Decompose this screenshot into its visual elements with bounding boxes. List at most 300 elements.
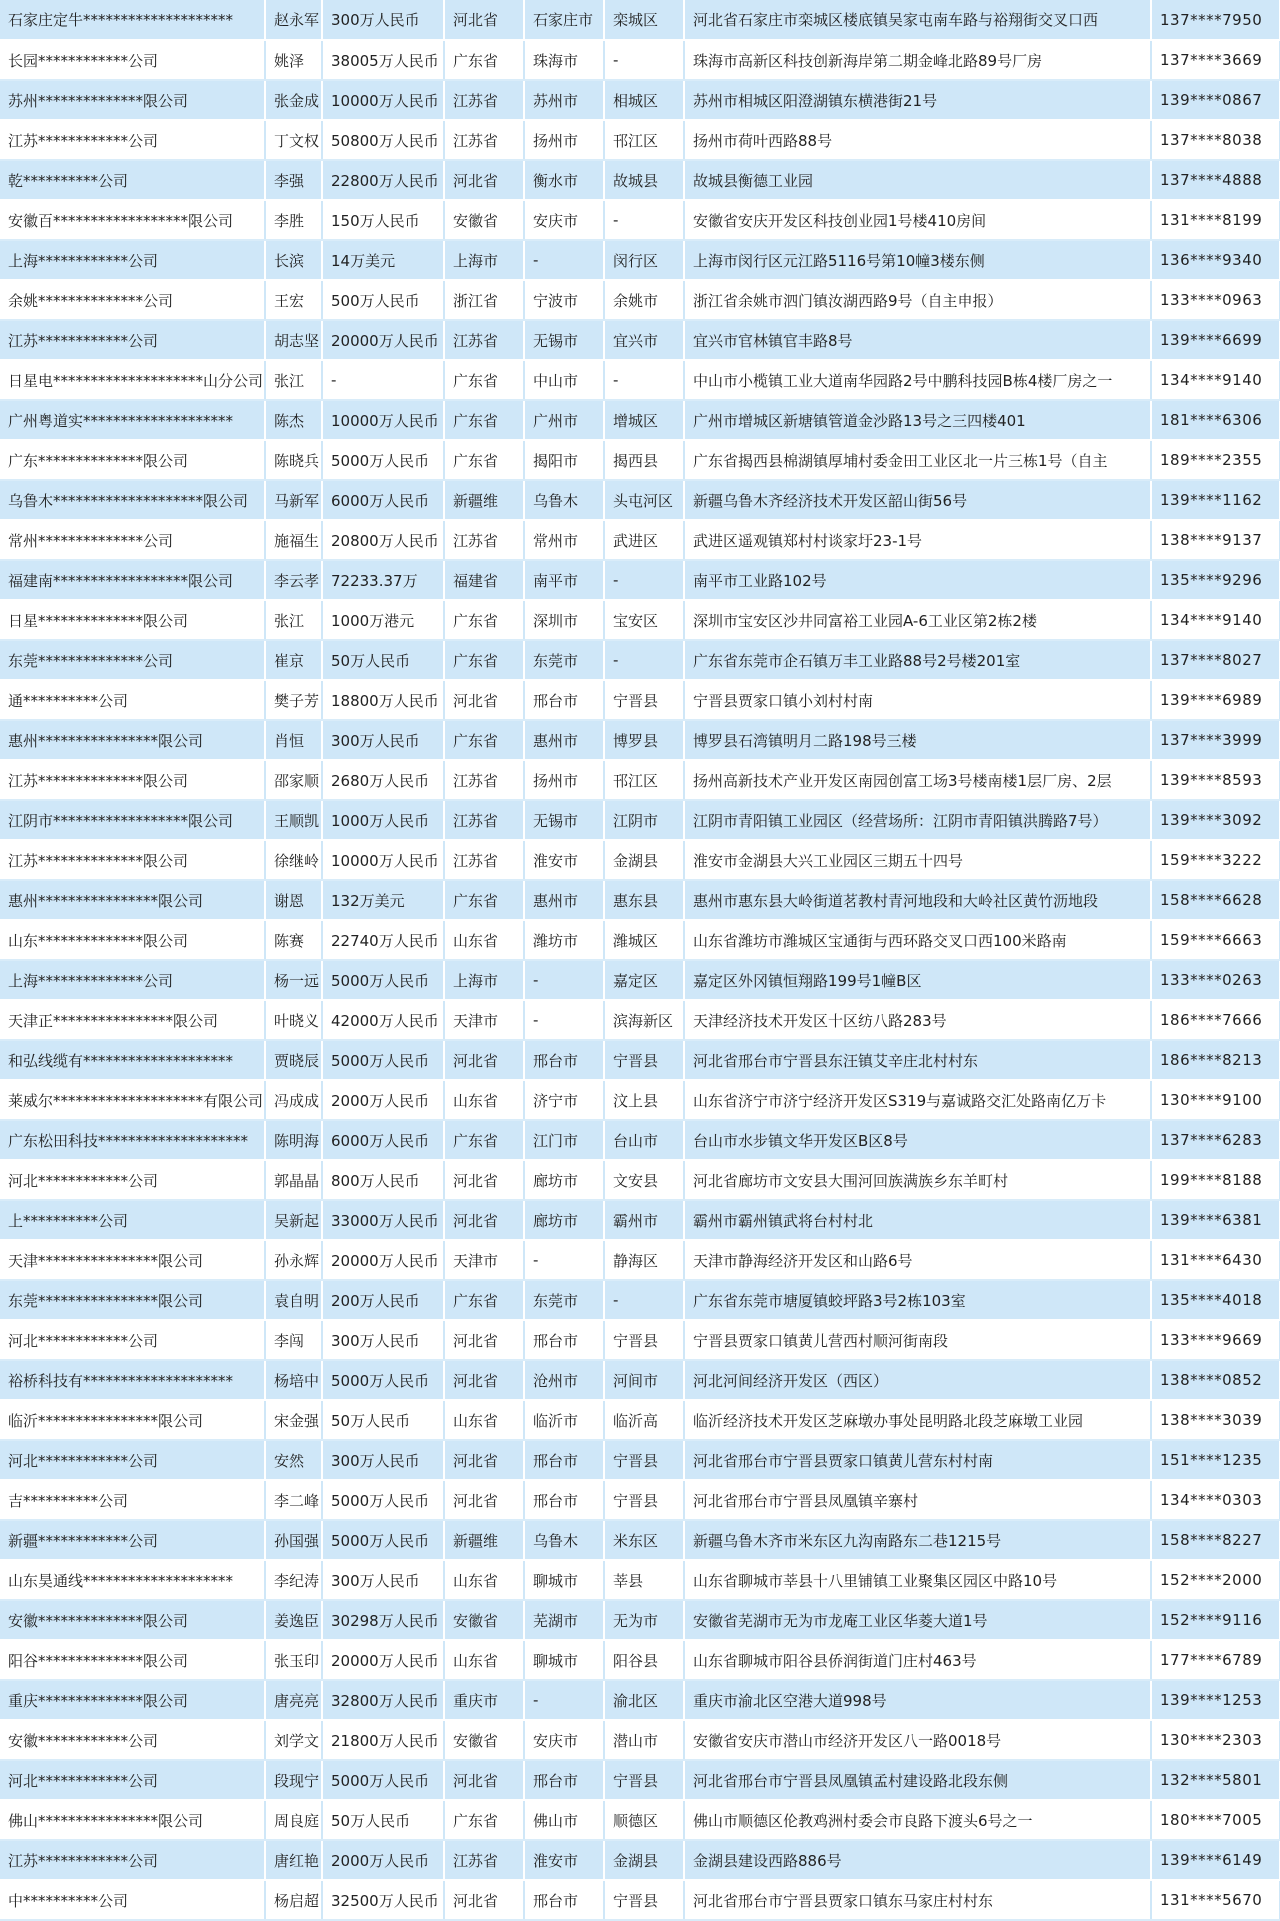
company-name-cell: 新疆************公司 [0,1520,265,1560]
table-row [0,1040,1280,1080]
city-cell: 邢台市 [524,1880,604,1920]
contact-cell: 叶晓义 [265,1000,322,1040]
city-cell: 深圳市 [524,600,604,640]
contact-cell: 刘学文 [265,1720,322,1760]
contact-cell: 徐继岭 [265,840,322,880]
province-cell: 河北省 [444,1440,524,1480]
province-cell: 新疆维 [444,480,524,520]
table-row [0,160,1280,200]
table-row [0,360,1280,400]
capital-cell: 50万人民币 [322,1800,444,1840]
phone-cell: 139****6989 [1151,680,1280,720]
province-cell: 上海市 [444,240,524,280]
district-cell: 临沂高 [604,1400,684,1440]
table-row [0,1600,1280,1640]
contact-cell: 胡志坚 [265,320,322,360]
address-cell: 山东省潍坊市潍城区宝通街与西环路交叉口西100米路南 [684,920,1151,960]
company-name-cell: 河北************公司 [0,1320,265,1360]
contact-cell: 周良庭 [265,1800,322,1840]
address-cell: 新疆乌鲁木齐市米东区九沟南路东二巷1215号 [684,1520,1151,1560]
capital-cell: 5000万人民币 [322,1360,444,1400]
city-cell: 衡水市 [524,160,604,200]
capital-cell: 300万人民币 [322,1560,444,1600]
table-row [0,760,1280,800]
city-cell: 中山市 [524,360,604,400]
contact-cell: 长滨 [265,240,322,280]
district-cell: 台山市 [604,1120,684,1160]
capital-cell: 30298万人民币 [322,1600,444,1640]
province-cell: 浙江省 [444,280,524,320]
district-cell: 顺德区 [604,1800,684,1840]
contact-cell: 丁文权 [265,120,322,160]
company-name-cell: 广东**************限公司 [0,440,265,480]
phone-cell: 181****6306 [1151,400,1280,440]
phone-cell: 186****7666 [1151,1000,1280,1040]
district-cell: 宁晋县 [604,1320,684,1360]
contact-cell: 李闯 [265,1320,322,1360]
address-cell: 河北省邢台市宁晋县凤凰镇孟村建设路北段东侧 [684,1760,1151,1800]
province-cell: 河北省 [444,1360,524,1400]
table-row [0,400,1280,440]
table-row [0,920,1280,960]
city-cell: 聊城市 [524,1640,604,1680]
phone-cell: 158****6628 [1151,880,1280,920]
address-cell: 临沂经济技术开发区芝麻墩办事处昆明路北段芝麻墩工业园 [684,1400,1151,1440]
company-name-cell: 常州**************公司 [0,520,265,560]
address-cell: 河北省邢台市宁晋县东汪镇艾辛庄北村村东 [684,1040,1151,1080]
address-cell: 扬州高新技术产业开发区南园创富工场3号楼南楼1层厂房、2层 [684,760,1151,800]
capital-cell: 5000万人民币 [322,1480,444,1520]
city-cell: 广州市 [524,400,604,440]
address-cell: 淮安市金湖县大兴工业园区三期五十四号 [684,840,1151,880]
city-cell: 江门市 [524,1120,604,1160]
address-cell: 新疆乌鲁木齐经济技术开发区韶山街56号 [684,480,1151,520]
table-row [0,0,1280,40]
city-cell: 廊坊市 [524,1160,604,1200]
table-row [0,1240,1280,1280]
address-cell: 佛山市顺德区伦教鸡洲村委会市良路下渡头6号之一 [684,1800,1151,1840]
district-cell: 余姚市 [604,280,684,320]
address-cell: 扬州市荷叶西路88号 [684,120,1151,160]
city-cell: 聊城市 [524,1560,604,1600]
province-cell: 江苏省 [444,80,524,120]
phone-cell: 138****0852 [1151,1360,1280,1400]
table-row [0,1520,1280,1560]
phone-cell: 138****9137 [1151,520,1280,560]
capital-cell: 50万人民币 [322,1400,444,1440]
address-cell: 博罗县石湾镇明月二路198号三楼 [684,720,1151,760]
city-cell: 济宁市 [524,1080,604,1120]
contact-cell: 吴新起 [265,1200,322,1240]
contact-cell: 袁自明 [265,1280,322,1320]
phone-cell: 139****6381 [1151,1200,1280,1240]
phone-cell: 189****2355 [1151,440,1280,480]
table-row [0,1480,1280,1520]
phone-cell: 131****6430 [1151,1240,1280,1280]
address-cell: 武进区遥观镇郑村村谈家圩23-1号 [684,520,1151,560]
phone-cell: 139****0867 [1151,80,1280,120]
table-row [0,1080,1280,1120]
district-cell: 栾城区 [604,0,684,40]
city-cell: 芜湖市 [524,1600,604,1640]
province-cell: 山东省 [444,1640,524,1680]
contact-cell: 唐红艳 [265,1840,322,1880]
phone-cell: 180****7005 [1151,1800,1280,1840]
district-cell: 无为市 [604,1600,684,1640]
contact-cell: 张金成 [265,80,322,120]
company-name-cell: 天津正****************限公司 [0,1000,265,1040]
city-cell: 邢台市 [524,1440,604,1480]
company-name-cell: 广州粤道实******************** [0,400,265,440]
address-cell: 苏州市相城区阳澄湖镇东横港街21号 [684,80,1151,120]
city-cell: 石家庄市 [524,0,604,40]
district-cell: 宝安区 [604,600,684,640]
company-name-cell: 江阴市******************限公司 [0,800,265,840]
city-cell: 安庆市 [524,1720,604,1760]
district-cell: - [604,200,684,240]
address-cell: 宁晋县贾家口镇小刘村村南 [684,680,1151,720]
contact-cell: 孙国强 [265,1520,322,1560]
phone-cell: 135****4018 [1151,1280,1280,1320]
city-cell: - [524,1680,604,1720]
phone-cell: 139****6699 [1151,320,1280,360]
district-cell: 静海区 [604,1240,684,1280]
capital-cell: 20000万人民币 [322,1240,444,1280]
capital-cell: 33000万人民币 [322,1200,444,1240]
contact-cell: 唐亮亮 [265,1680,322,1720]
company-name-cell: 苏州**************限公司 [0,80,265,120]
contact-cell: 赵永军 [265,0,322,40]
phone-cell: 132****5801 [1151,1760,1280,1800]
table-row [0,1640,1280,1680]
company-name-cell: 余姚**************公司 [0,280,265,320]
phone-cell: 134****9140 [1151,600,1280,640]
contact-cell: 冯成成 [265,1080,322,1120]
address-cell: 上海市闵行区元江路5116号第10幢3楼东侧 [684,240,1151,280]
company-name-cell: 江苏**************限公司 [0,840,265,880]
company-name-cell: 江苏************公司 [0,1840,265,1880]
district-cell: 渝北区 [604,1680,684,1720]
address-cell: 广东省东莞市塘厦镇蛟坪路3号2栋103室 [684,1280,1151,1320]
table-row [0,960,1280,1000]
address-cell: 深圳市宝安区沙井同富裕工业园A-6工业区第2栋2楼 [684,600,1151,640]
address-cell: 广州市增城区新塘镇管道金沙路13号之三四楼401 [684,400,1151,440]
district-cell: 嘉定区 [604,960,684,1000]
phone-cell: 137****8038 [1151,120,1280,160]
company-name-cell: 和弘线缆有******************** [0,1040,265,1080]
address-cell: 山东省济宁市济宁经济开发区S319与嘉诚路交汇处路南亿万卡 [684,1080,1151,1120]
contact-cell: 李纪涛 [265,1560,322,1600]
city-cell: 东莞市 [524,640,604,680]
phone-cell: 137****3669 [1151,40,1280,80]
address-cell: 南平市工业路102号 [684,560,1151,600]
city-cell: 揭阳市 [524,440,604,480]
address-cell: 安徽省芜湖市无为市龙庵工业区华菱大道1号 [684,1600,1151,1640]
city-cell: 佛山市 [524,1800,604,1840]
company-name-cell: 江苏**************限公司 [0,760,265,800]
capital-cell: 10000万人民币 [322,80,444,120]
address-cell: 河北省石家庄市栾城区楼底镇吴家屯南车路与裕翔街交叉口西 [684,0,1151,40]
table-row [0,1360,1280,1400]
contact-cell: 姚泽 [265,40,322,80]
table-row [0,40,1280,80]
contact-cell: 施福生 [265,520,322,560]
city-cell: 苏州市 [524,80,604,120]
district-cell: 宁晋县 [604,680,684,720]
contact-cell: 宋金强 [265,1400,322,1440]
company-name-cell: 上海************公司 [0,240,265,280]
phone-cell: 159****3222 [1151,840,1280,880]
contact-cell: 肖恒 [265,720,322,760]
province-cell: 广东省 [444,600,524,640]
address-cell: 山东省聊城市阳谷县侨润街道门庄村463号 [684,1640,1151,1680]
contact-cell: 杨一远 [265,960,322,1000]
province-cell: 福建省 [444,560,524,600]
phone-cell: 151****1235 [1151,1440,1280,1480]
province-cell: 广东省 [444,1280,524,1320]
capital-cell: 50800万人民币 [322,120,444,160]
district-cell: 闵行区 [604,240,684,280]
city-cell: 潍坊市 [524,920,604,960]
province-cell: 新疆维 [444,1520,524,1560]
capital-cell: 300万人民币 [322,1320,444,1360]
district-cell: 宁晋县 [604,1880,684,1920]
address-cell: 重庆市渝北区空港大道998号 [684,1680,1151,1720]
company-name-cell: 通**********公司 [0,680,265,720]
capital-cell: 300万人民币 [322,0,444,40]
company-name-cell: 上**********公司 [0,1200,265,1240]
capital-cell: 20000万人民币 [322,1640,444,1680]
province-cell: 广东省 [444,440,524,480]
company-name-cell: 福建南******************限公司 [0,560,265,600]
phone-cell: 138****3039 [1151,1400,1280,1440]
city-cell: 乌鲁木 [524,480,604,520]
phone-cell: 136****9340 [1151,240,1280,280]
province-cell: 江苏省 [444,120,524,160]
capital-cell: 50万人民币 [322,640,444,680]
province-cell: 河北省 [444,1760,524,1800]
district-cell: 阳谷县 [604,1640,684,1680]
table-row [0,720,1280,760]
phone-cell: 139****1162 [1151,480,1280,520]
city-cell: 淮安市 [524,1840,604,1880]
table-row [0,200,1280,240]
company-name-cell: 天津****************限公司 [0,1240,265,1280]
address-cell: 嘉定区外冈镇恒翔路199号1幢B区 [684,960,1151,1000]
table-row [0,1160,1280,1200]
table-row [0,1800,1280,1840]
city-cell: - [524,960,604,1000]
contact-cell: 贾晓辰 [265,1040,322,1080]
address-cell: 安徽省安庆市潜山市经济开发区八一路0018号 [684,1720,1151,1760]
district-cell: 宁晋县 [604,1440,684,1480]
capital-cell: 300万人民币 [322,720,444,760]
district-cell: - [604,560,684,600]
city-cell: 临沂市 [524,1400,604,1440]
province-cell: 安徽省 [444,200,524,240]
city-cell: 淮安市 [524,840,604,880]
address-cell: 珠海市高新区科技创新海岸第二期金峰北路89号厂房 [684,40,1151,80]
contact-cell: 李二峰 [265,1480,322,1520]
address-cell: 霸州市霸州镇武将台村村北 [684,1200,1151,1240]
phone-cell: 177****6789 [1151,1640,1280,1680]
phone-cell: 133****0263 [1151,960,1280,1000]
province-cell: 重庆市 [444,1680,524,1720]
province-cell: 广东省 [444,360,524,400]
district-cell: 霸州市 [604,1200,684,1240]
contact-cell: 张玉印 [265,1640,322,1680]
province-cell: 河北省 [444,1880,524,1920]
contact-cell: 李强 [265,160,322,200]
province-cell: 广东省 [444,1800,524,1840]
company-name-cell: 裕桥科技有******************** [0,1360,265,1400]
address-cell: 河北省廊坊市文安县大围河回族满族乡东羊町村 [684,1160,1151,1200]
company-name-cell: 安徽************公司 [0,1720,265,1760]
capital-cell: 22800万人民币 [322,160,444,200]
capital-cell: 42000万人民币 [322,1000,444,1040]
table-row [0,640,1280,680]
city-cell: 安庆市 [524,200,604,240]
district-cell: 金湖县 [604,1840,684,1880]
company-name-cell: 安徽百******************限公司 [0,200,265,240]
province-cell: 江苏省 [444,800,524,840]
contact-cell: 崔京 [265,640,322,680]
company-name-cell: 重庆**************限公司 [0,1680,265,1720]
district-cell: 汶上县 [604,1080,684,1120]
table-row [0,1000,1280,1040]
address-cell: 广东省东莞市企石镇万丰工业路88号2号楼201室 [684,640,1151,680]
address-cell: 台山市水步镇文华开发区B区8号 [684,1120,1151,1160]
company-name-cell: 乾**********公司 [0,160,265,200]
table-row [0,560,1280,600]
table-row [0,1840,1280,1880]
company-name-cell: 江苏************公司 [0,120,265,160]
capital-cell: 200万人民币 [322,1280,444,1320]
district-cell: 武进区 [604,520,684,560]
contact-cell: 姜逸臣 [265,1600,322,1640]
capital-cell: 5000万人民币 [322,1520,444,1560]
contact-cell: 郭晶晶 [265,1160,322,1200]
company-name-cell: 长园************公司 [0,40,265,80]
address-cell: 天津经济技术开发区十区纺八路283号 [684,1000,1151,1040]
city-cell: 廊坊市 [524,1200,604,1240]
district-cell: 惠东县 [604,880,684,920]
phone-cell: 139****8593 [1151,760,1280,800]
contact-cell: 张江 [265,360,322,400]
address-cell: 惠州市惠东县大岭街道茗教村青河地段和大岭社区黄竹沥地段 [684,880,1151,920]
table-row [0,280,1280,320]
capital-cell: 32500万人民币 [322,1880,444,1920]
capital-cell: 20000万人民币 [322,320,444,360]
province-cell: 河北省 [444,1480,524,1520]
company-name-cell: 中**********公司 [0,1880,265,1920]
city-cell: 扬州市 [524,760,604,800]
province-cell: 广东省 [444,1120,524,1160]
city-cell: 邢台市 [524,1760,604,1800]
table-row [0,1560,1280,1600]
district-cell: 滨海新区 [604,1000,684,1040]
address-cell: 天津市静海经济开发区和山路6号 [684,1240,1151,1280]
contact-cell: 安然 [265,1440,322,1480]
district-cell: - [604,640,684,680]
address-cell: 宜兴市官林镇官丰路8号 [684,320,1151,360]
table-row [0,800,1280,840]
capital-cell: 500万人民币 [322,280,444,320]
contact-cell: 马新军 [265,480,322,520]
province-cell: 广东省 [444,400,524,440]
capital-cell: 10000万人民币 [322,400,444,440]
district-cell: 米东区 [604,1520,684,1560]
table-row [0,440,1280,480]
phone-cell: 133****9669 [1151,1320,1280,1360]
contact-cell: 段现宁 [265,1760,322,1800]
district-cell: - [604,360,684,400]
phone-cell: 152****2000 [1151,1560,1280,1600]
district-cell: 金湖县 [604,840,684,880]
company-name-cell: 安徽**************限公司 [0,1600,265,1640]
table-row [0,600,1280,640]
capital-cell: 150万人民币 [322,200,444,240]
contact-cell: 陈晓兵 [265,440,322,480]
table-row [0,880,1280,920]
district-cell: 故城县 [604,160,684,200]
company-name-cell: 河北************公司 [0,1440,265,1480]
district-cell: 文安县 [604,1160,684,1200]
capital-cell: 1000万人民币 [322,800,444,840]
contact-cell: 孙永辉 [265,1240,322,1280]
city-cell: 无锡市 [524,320,604,360]
company-name-cell: 东莞**************公司 [0,640,265,680]
city-cell: 邢台市 [524,1320,604,1360]
address-cell: 河北省邢台市宁晋县贾家口镇黄儿营东村村南 [684,1440,1151,1480]
table-row [0,1880,1280,1920]
phone-cell: 139****1253 [1151,1680,1280,1720]
phone-cell: 130****2303 [1151,1720,1280,1760]
district-cell: 宁晋县 [604,1760,684,1800]
province-cell: 河北省 [444,680,524,720]
phone-cell: 137****6283 [1151,1120,1280,1160]
capital-cell: 38005万人民币 [322,40,444,80]
capital-cell: 300万人民币 [322,1440,444,1480]
table-row [0,1760,1280,1800]
phone-cell: 152****9116 [1151,1600,1280,1640]
company-name-cell: 河北************公司 [0,1760,265,1800]
city-cell: 邢台市 [524,1040,604,1080]
capital-cell: 2000万人民币 [322,1080,444,1120]
company-name-cell: 佛山****************限公司 [0,1800,265,1840]
phone-cell: 130****9100 [1151,1080,1280,1120]
city-cell: 扬州市 [524,120,604,160]
table-row [0,120,1280,160]
company-name-cell: 惠州****************限公司 [0,720,265,760]
company-name-cell: 石家庄定牛******************** [0,0,265,40]
province-cell: 山东省 [444,1560,524,1600]
company-name-cell: 阳谷**************限公司 [0,1640,265,1680]
contact-cell: 王宏 [265,280,322,320]
district-cell: 河间市 [604,1360,684,1400]
address-cell: 故城县衡德工业园 [684,160,1151,200]
capital-cell: 18800万人民币 [322,680,444,720]
capital-cell: 6000万人民币 [322,1120,444,1160]
city-cell: 东莞市 [524,1280,604,1320]
province-cell: 河北省 [444,0,524,40]
province-cell: 天津市 [444,1000,524,1040]
phone-cell: 159****6663 [1151,920,1280,960]
phone-cell: 199****8188 [1151,1160,1280,1200]
capital-cell: 21800万人民币 [322,1720,444,1760]
province-cell: 山东省 [444,1080,524,1120]
table-row [0,1200,1280,1240]
